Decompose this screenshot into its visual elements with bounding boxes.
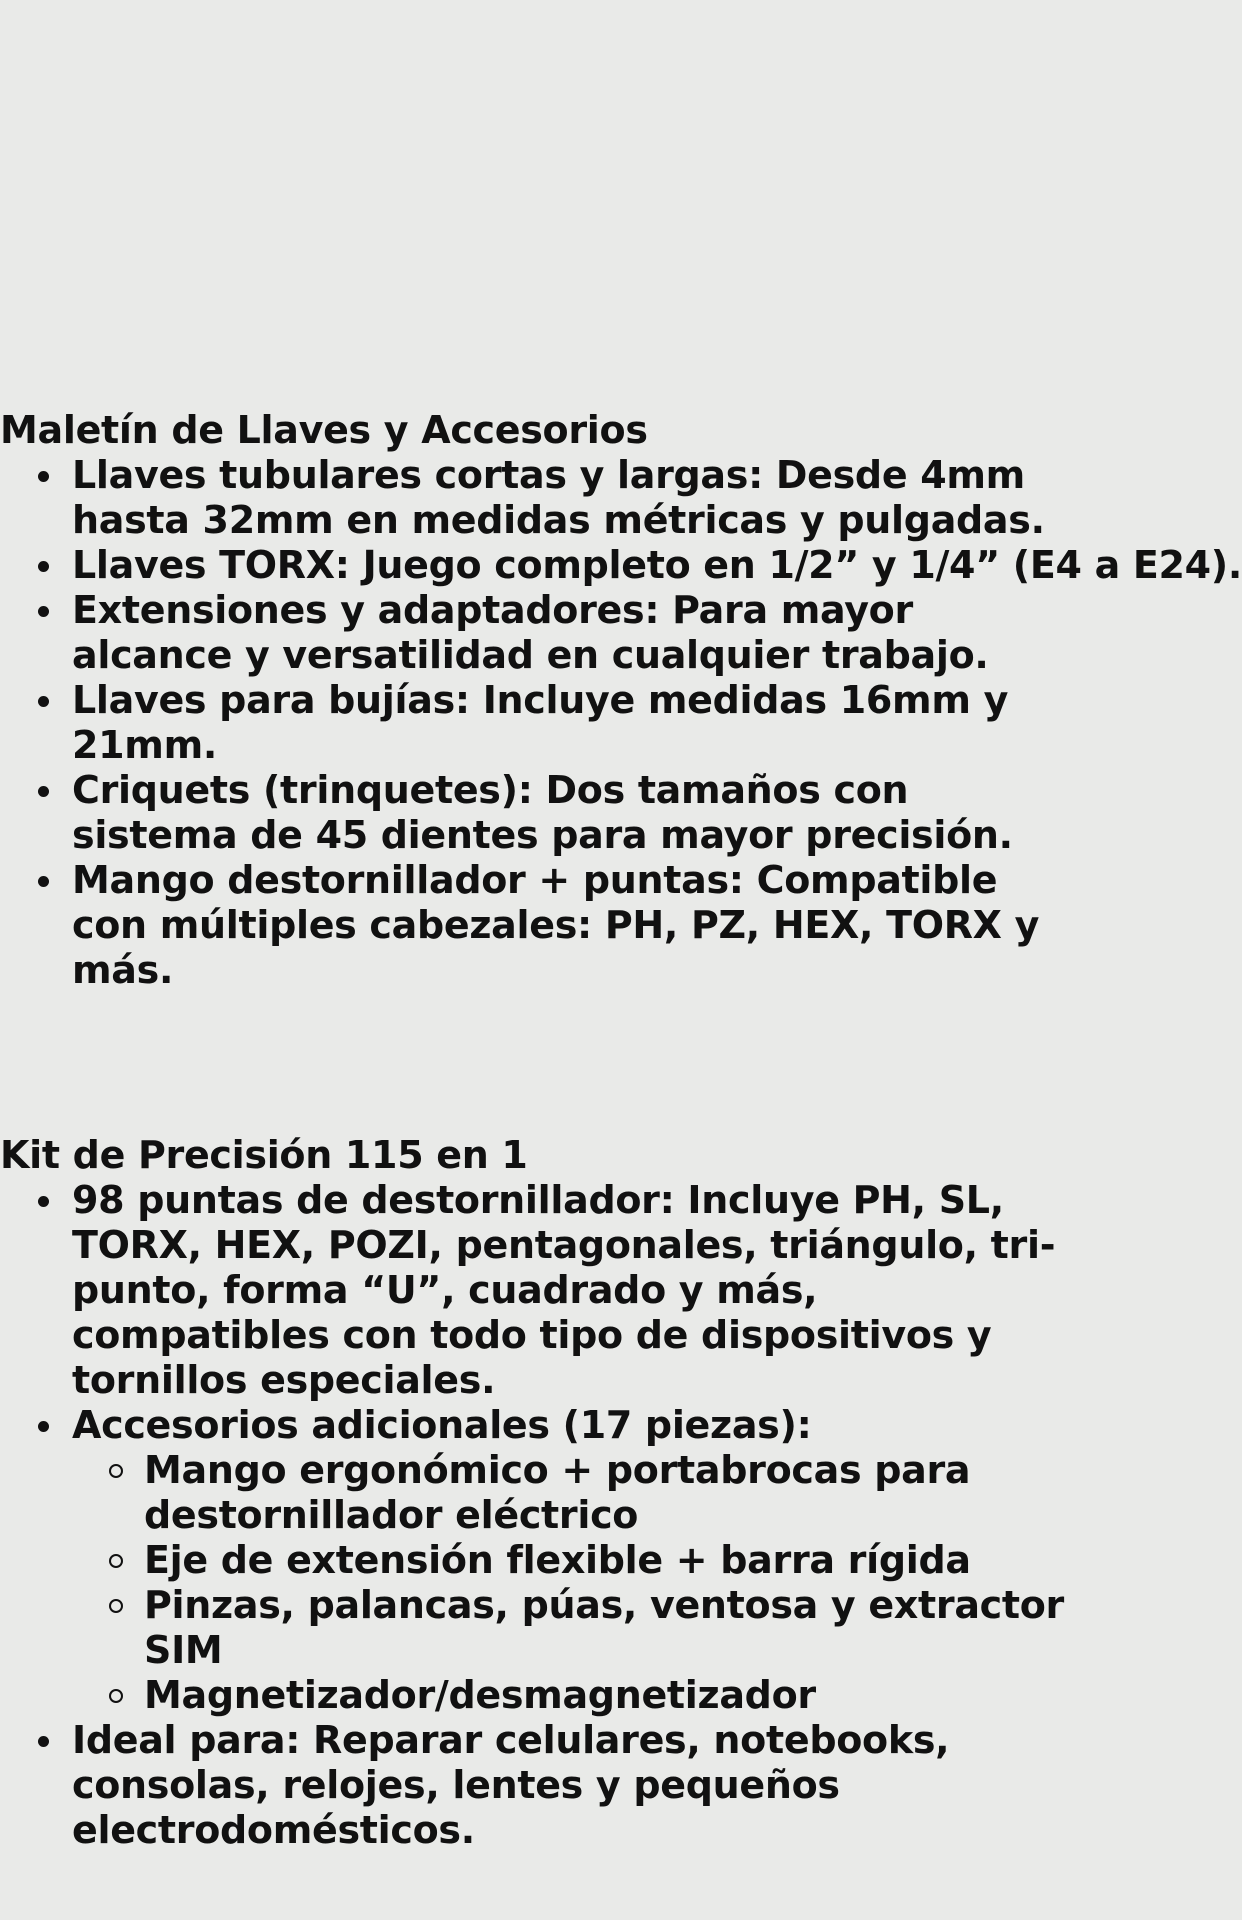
list-item: Llaves tubulares cortas y largas: Desde 4mm hasta 32mm en medidas métricas y pulgadas.	[0, 453, 1080, 543]
sub-list-item: Mango ergonómico + portabrocas para destornillador eléctrico	[72, 1448, 1080, 1538]
section-title: Maletín de Llaves y Accesorios	[0, 408, 648, 452]
section-title: Kit de Precisión 115 en 1	[0, 1133, 528, 1177]
list-item	[0, 1403, 1080, 1718]
feature-list	[0, 453, 1242, 993]
sub-list-item: Magnetizador/desmagnetizador	[72, 1673, 1080, 1718]
list-item-label: Accesorios adicionales (17 piezas):	[72, 1403, 812, 1447]
section-kit-precision	[0, 1133, 1080, 1853]
sub-list	[72, 1448, 1080, 1718]
sub-list-item: Pinzas, palancas, púas, ventosa y extractor SIM	[72, 1583, 1080, 1673]
sub-list-item: Eje de extensión flexible + barra rígida	[72, 1538, 1080, 1583]
list-item: Llaves para bujías: Incluye medidas 16mm y 21mm.	[0, 678, 1080, 768]
list-item: Criquets (trinquetes): Dos tamaños con sistema de 45 dientes para mayor precisión.	[0, 768, 1080, 858]
list-item: Mango destornillador + puntas: Compatible con múltiples cabezales: PH, PZ, HEX, TORX y más.	[0, 858, 1080, 993]
list-item: Llaves TORX: Juego completo en 1/2” y 1/4” (E4 a E24).	[0, 543, 1080, 588]
section-maletin	[0, 408, 1242, 993]
list-item: 98 puntas de destornillador: Incluye PH, SL, TORX, HEX, POZI, pentagonales, triángulo, tri-punto, forma “U”, cuadrado y más, compatibles con todo tipo de dispositivos y tornillos especiales.	[0, 1178, 1080, 1403]
feature-list	[0, 1178, 1080, 1853]
list-item: Ideal para: Reparar celulares, notebooks, consolas, relojes, lentes y pequeños electrodomésticos.	[0, 1718, 1080, 1853]
list-item: Extensiones y adaptadores: Para mayor alcance y versatilidad en cualquier trabajo.	[0, 588, 1080, 678]
